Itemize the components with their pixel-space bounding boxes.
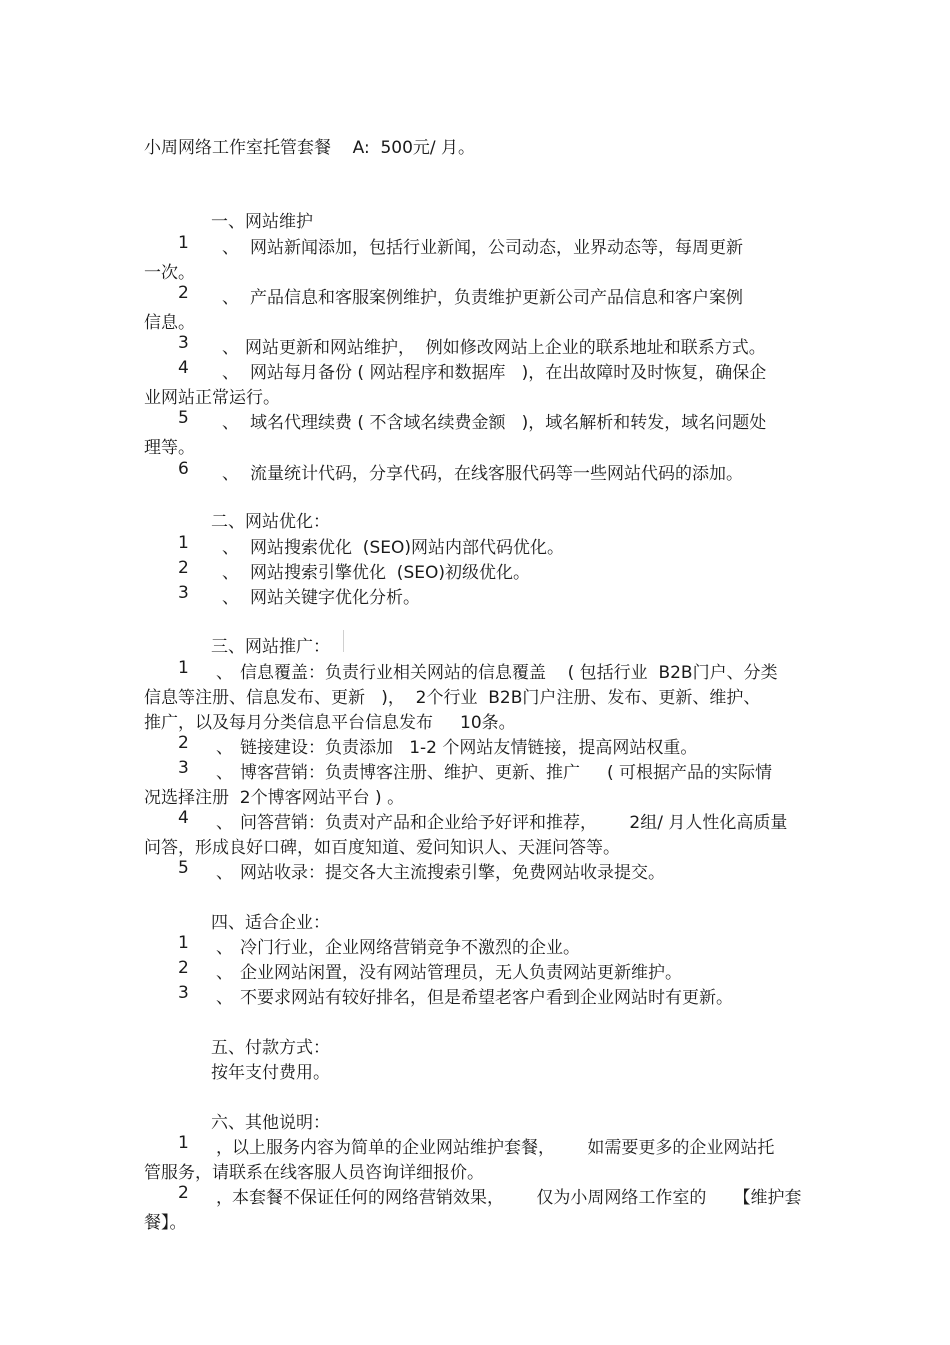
item-text-continued: 推广，以及每月分类信息平台信息发布 10条。 [144,713,516,733]
item-text: 产品信息和客服案例维护，负责维护更新公司产品信息和客户案例 [250,288,743,308]
item-text-continued: 业网站正常运行。 [144,388,280,408]
item-separator: 、 [216,963,233,983]
item-text-continued: 管服务，请联系在线客服人员咨询详细报价。 [144,1163,484,1183]
item-separator: 、 [222,563,239,583]
item-number: 4 [178,358,189,378]
item-number: 5 [178,858,189,878]
item-separator: 、 [216,938,233,958]
item-text: 网站搜索优化 (SEO)网站内部代码优化。 [250,538,564,558]
section-heading-suitable: 四、适合企业： [211,913,330,933]
item-number: 3 [178,583,189,603]
item-text-continued: 一次。 [144,263,195,283]
item-number: 1 [178,1133,189,1153]
item-text: 流量统计代码，分享代码，在线客服代码等一些网站代码的添加。 [250,464,743,484]
item-text-continued: 信息等注册、信息发布、更新 )， 2个行业 B2B门户注册、发布、更新、维护、 [144,688,761,708]
item-text: 网站更新和网站维护， 例如修改网站上企业的联系地址和联系方式。 [245,338,766,358]
item-text: 企业网站闲置，没有网站管理员，无人负责网站更新维护。 [240,963,682,983]
item-text-continued: 问答，形成良好口碑，如百度知道、爱问知识人、天涯问答等。 [144,838,620,858]
item-number: 3 [178,758,189,778]
item-number: 3 [178,983,189,1003]
item-separator: 、 [216,763,233,783]
item-text: 网站关键字优化分析。 [250,588,420,608]
item-separator: 、 [216,813,233,833]
item-text-continued: 理等。 [144,438,195,458]
item-separator: 、 [222,538,239,558]
item-separator: 、 [222,363,239,383]
item-separator: ， [216,1138,233,1158]
item-separator: 、 [222,238,239,258]
item-text: 冷门行业，企业网络营销竞争不激烈的企业。 [240,938,580,958]
item-number: 5 [178,408,189,428]
item-separator: ， [216,1188,233,1208]
section-heading-maintenance: 一、网站维护 [211,212,313,232]
payment-body: 按年支付费用。 [211,1063,330,1083]
item-text: 博客营销：负责博客注册、维护、更新、推广 ( 可根据产品的实际情 [240,763,773,783]
item-number: 6 [178,459,189,479]
item-number: 4 [178,808,189,828]
item-number: 2 [178,958,189,978]
document-title: 小周网络工作室托管套餐 A: 500元/ 月。 [144,138,476,158]
item-text-continued: 餐】。 [144,1213,187,1233]
item-separator: 、 [222,464,239,484]
item-separator: 、 [222,338,239,358]
item-text: 网站每月备份 ( 网站程序和数据库 )，在出故障时及时恢复，确保企 [250,363,767,383]
item-text: 域名代理续费 ( 不含域名续费金额 )，域名解析和转发，域名问题处 [250,413,767,433]
item-number: 1 [178,933,189,953]
item-text: 问答营销：负责对产品和企业给予好评和推荐， 2组/ 月人性化高质量 [240,813,788,833]
item-text-continued: 信息。 [144,313,195,333]
item-text: 链接建设：负责添加 1-2 个网站友情链接，提高网站权重。 [240,738,698,758]
item-text: 网站收录：提交各大主流搜索引擎，免费网站收录提交。 [240,863,665,883]
item-number: 2 [178,283,189,303]
item-separator: 、 [216,663,233,683]
item-text: 信息覆盖：负责行业相关网站的信息覆盖 ( 包括行业 B2B门户、分类 [240,663,778,683]
item-text: 本套餐不保证任何的网络营销效果， 仅为小周网络工作室的 【维护套 [232,1188,802,1208]
section-heading-promotion: 三、网站推广： [211,637,330,657]
section-heading-payment: 五、付款方式： [211,1038,330,1058]
item-number: 1 [178,658,189,678]
item-text: 网站新闻添加，包括行业新闻，公司动态，业界动态等，每周更新 [250,238,743,258]
item-number: 1 [178,233,189,253]
item-number: 2 [178,558,189,578]
item-separator: 、 [222,413,239,433]
item-number: 2 [178,1183,189,1203]
item-number: 3 [178,333,189,353]
item-separator: 、 [216,738,233,758]
item-text: 以上服务内容为简单的企业网站维护套餐， 如需要更多的企业网站托 [232,1138,775,1158]
item-number: 1 [178,533,189,553]
item-separator: 、 [216,863,233,883]
item-text: 网站搜索引擎优化 (SEO)初级优化。 [250,563,530,583]
item-text-continued: 况选择注册 2个博客网站平台 ) 。 [144,788,405,808]
item-number: 2 [178,733,189,753]
section-heading-optimization: 二、网站优化： [211,512,330,532]
item-separator: 、 [222,288,239,308]
item-text: 不要求网站有较好排名，但是希望老客户看到企业网站时有更新。 [240,988,733,1008]
item-separator: 、 [222,588,239,608]
item-separator: 、 [216,988,233,1008]
section-heading-notes: 六、其他说明： [211,1113,330,1133]
text-cursor [343,630,344,652]
